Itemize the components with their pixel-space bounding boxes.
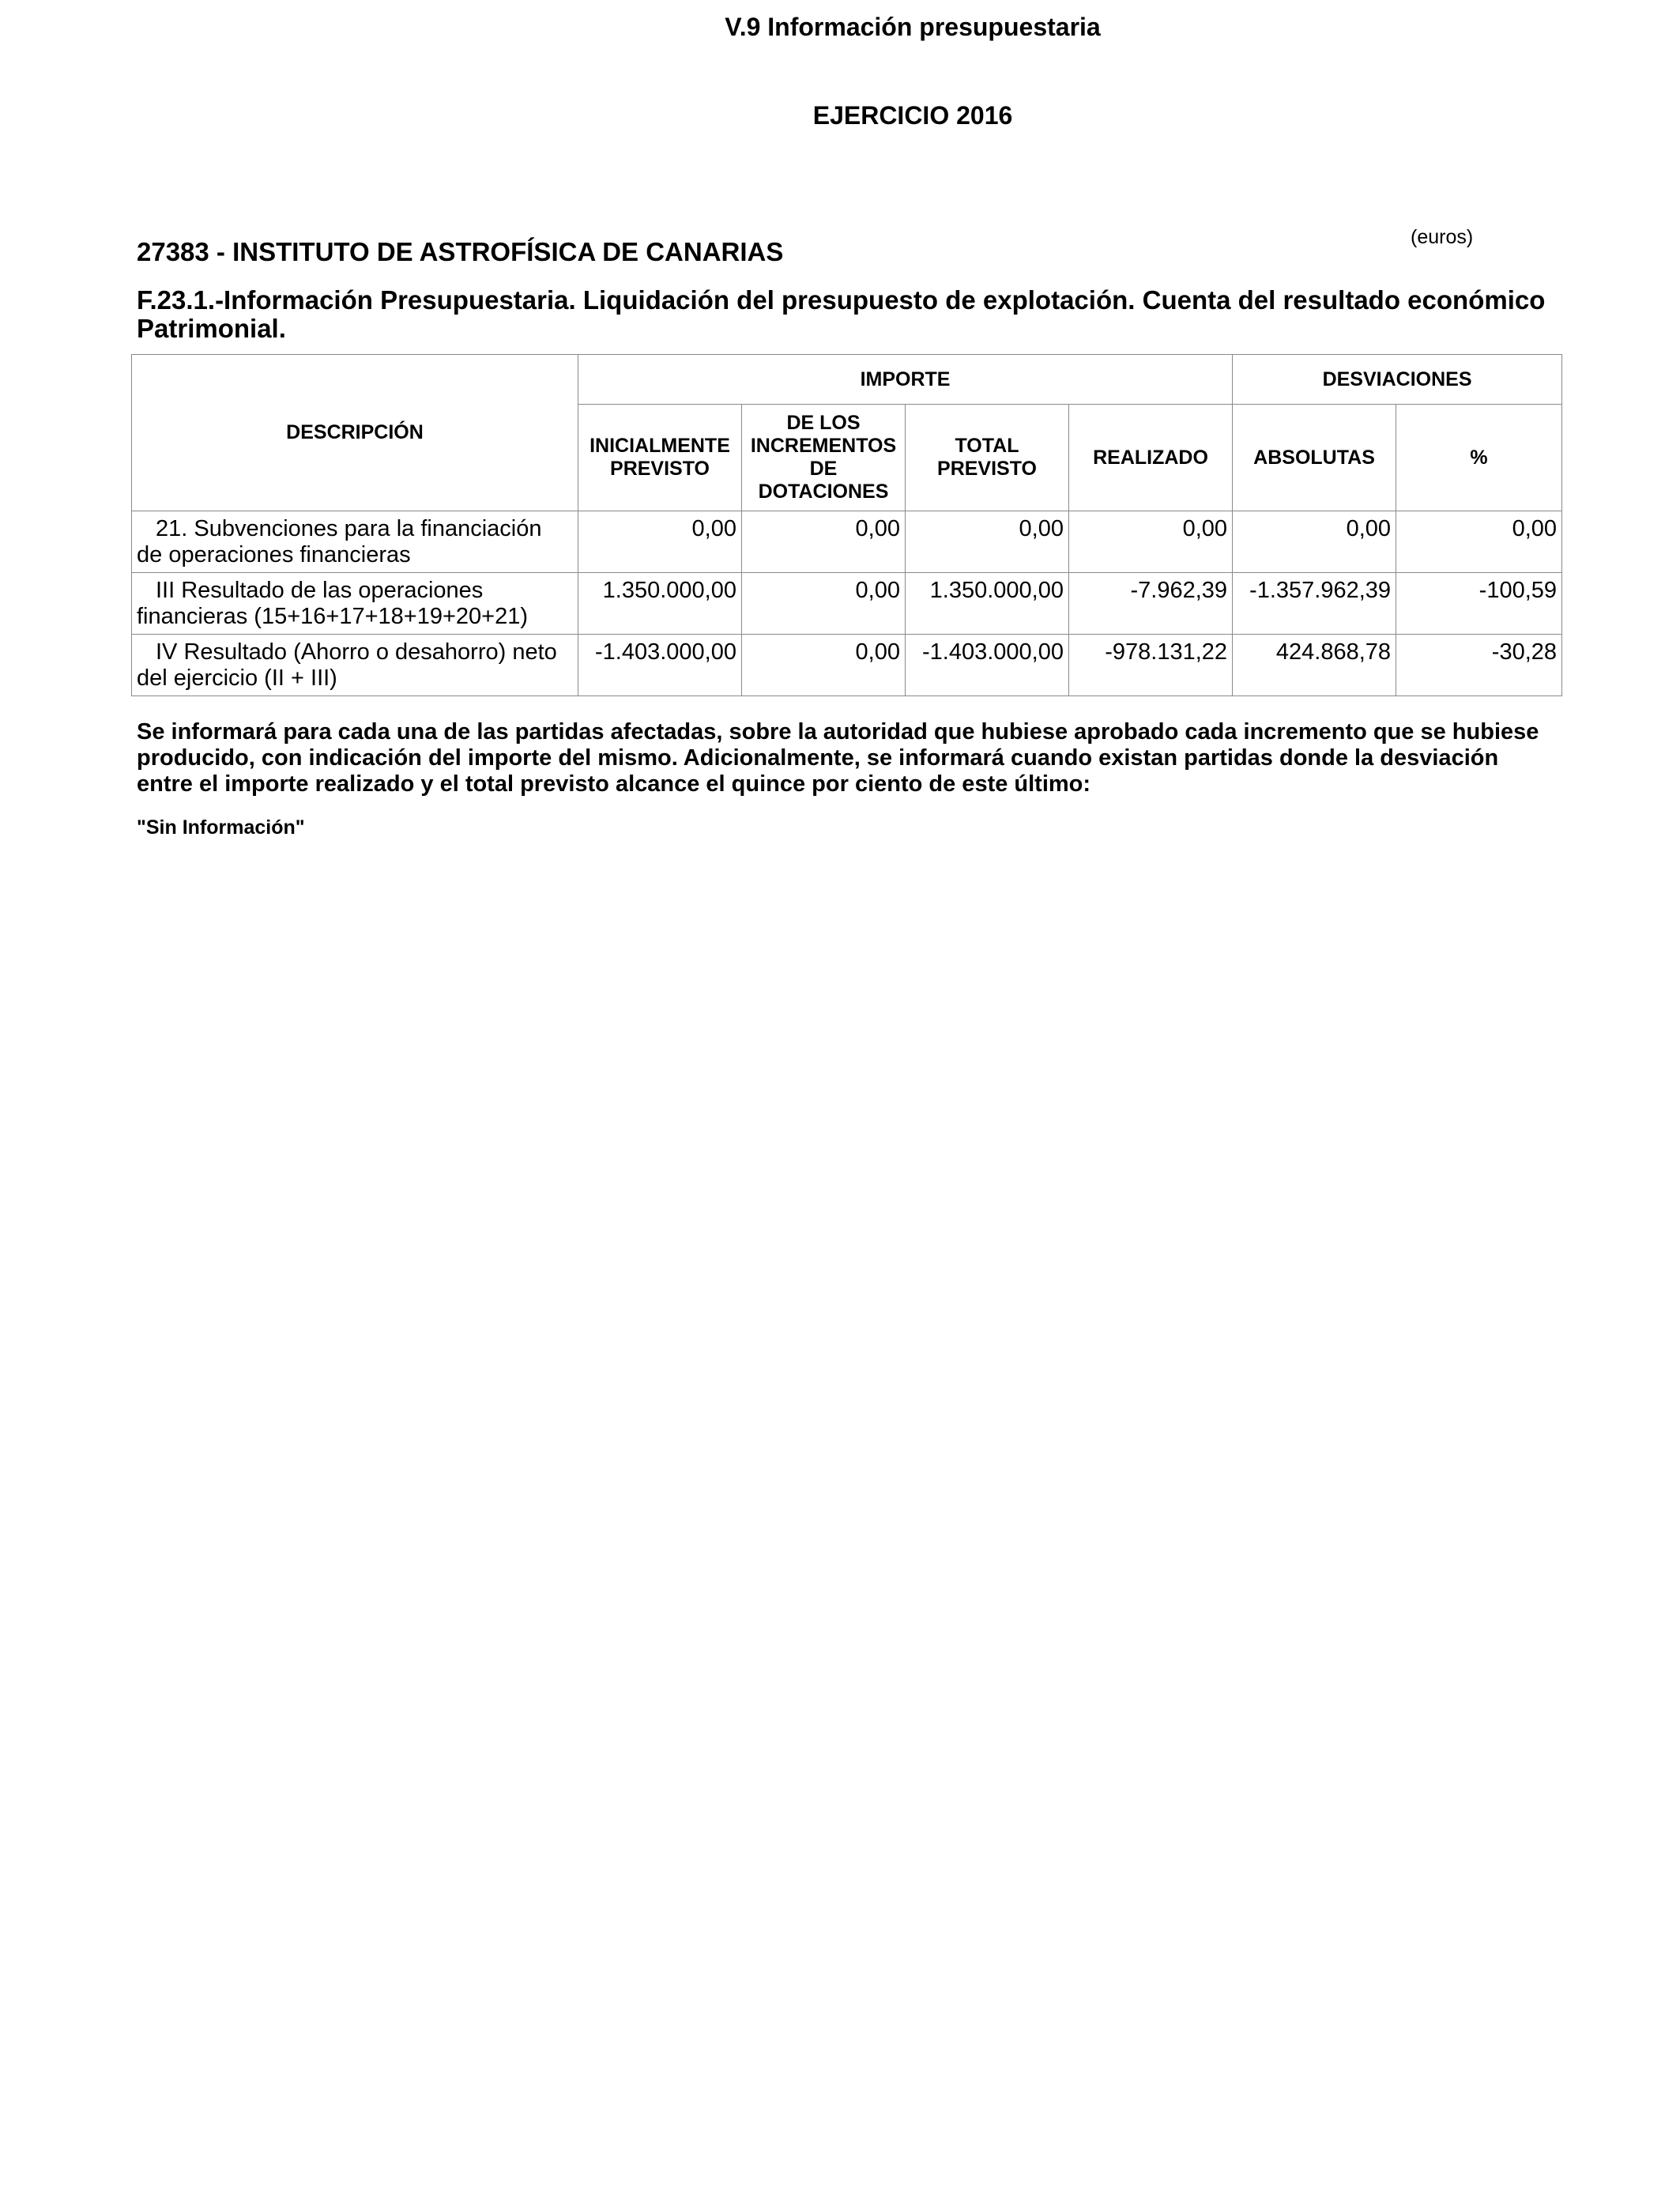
group-header-row <box>132 355 1562 405</box>
cell-descripcion: IV Resultado (Ahorro o desahorro) neto del ejercicio (II + III) <box>132 635 578 696</box>
col-header-realizado: REALIZADO <box>1069 405 1233 511</box>
cell-total-previsto: 0,00 <box>906 511 1069 573</box>
cell-inicialmente-previsto: 0,00 <box>578 511 742 573</box>
cell-inicialmente-previsto: -1.403.000,00 <box>578 635 742 696</box>
group-header-importe: IMPORTE <box>578 355 1233 405</box>
cell-inicialmente-previsto: 1.350.000,00 <box>578 573 742 635</box>
entity-name: 27383 - INSTITUTO DE ASTROFÍSICA DE CANARIAS <box>137 237 784 266</box>
exercise-year: EJERCICIO 2016 <box>812 101 1013 130</box>
cell-realizado: 0,00 <box>1069 511 1233 573</box>
col-header-total-previsto: TOTAL PREVISTO <box>906 405 1069 511</box>
cell-absolutas: -1.357.962,39 <box>1233 573 1396 635</box>
currency-units: (euros) <box>1411 226 1474 248</box>
no-information-label: "Sin Información" <box>137 816 305 839</box>
cell-total-previsto: -1.403.000,00 <box>906 635 1069 696</box>
group-header-desviaciones: DESVIACIONES <box>1233 355 1562 405</box>
col-header-descripcion: DESCRIPCIÓN <box>132 355 578 511</box>
col-header-inicialmente-previsto: INICIALMENTE PREVISTO <box>578 405 742 511</box>
cell-absolutas: 424.868,78 <box>1233 635 1396 696</box>
cell-incrementos: 0,00 <box>742 573 906 635</box>
cell-incrementos: 0,00 <box>742 511 906 573</box>
cell-realizado: -978.131,22 <box>1069 635 1233 696</box>
cell-absolutas: 0,00 <box>1233 511 1396 573</box>
col-header-incrementos: DE LOS INCREMENTOS DE DOTACIONES <box>742 405 906 511</box>
section-title: V.9 Información presupuestaria <box>725 13 1101 41</box>
cell-porcentaje: -100,59 <box>1396 573 1562 635</box>
report-title: F.23.1.-Información Presupuestaria. Liquidación del presupuesto de explotación. Cuenta del resultado económico Patrimonial. <box>137 285 1546 343</box>
cell-porcentaje: -30,28 <box>1396 635 1562 696</box>
cell-total-previsto: 1.350.000,00 <box>906 573 1069 635</box>
table-row <box>132 635 1562 696</box>
col-header-absolutas: ABSOLUTAS <box>1233 405 1396 511</box>
cell-incrementos: 0,00 <box>742 635 906 696</box>
table-row <box>132 511 1562 573</box>
cell-porcentaje: 0,00 <box>1396 511 1562 573</box>
table-row <box>132 573 1562 635</box>
cell-descripcion: 21. Subvenciones para la financiación de operaciones financieras <box>132 511 578 573</box>
cell-descripcion: III Resultado de las operaciones financieras (15+16+17+18+19+20+21) <box>132 573 578 635</box>
cell-realizado: -7.962,39 <box>1069 573 1233 635</box>
col-header-porcentaje: % <box>1396 405 1562 511</box>
footer-note: Se informará para cada una de las partidas afectadas, sobre la autoridad que hubiese aprobado cada incremento que se hubiese producido, con indicación del importe del mismo. Adicionalmente, se informará cuando existan partidas donde la desviación entre el importe realizado y el total previsto alcance el quince por ciento de este último: <box>137 719 1539 797</box>
budget-table <box>131 354 1562 696</box>
